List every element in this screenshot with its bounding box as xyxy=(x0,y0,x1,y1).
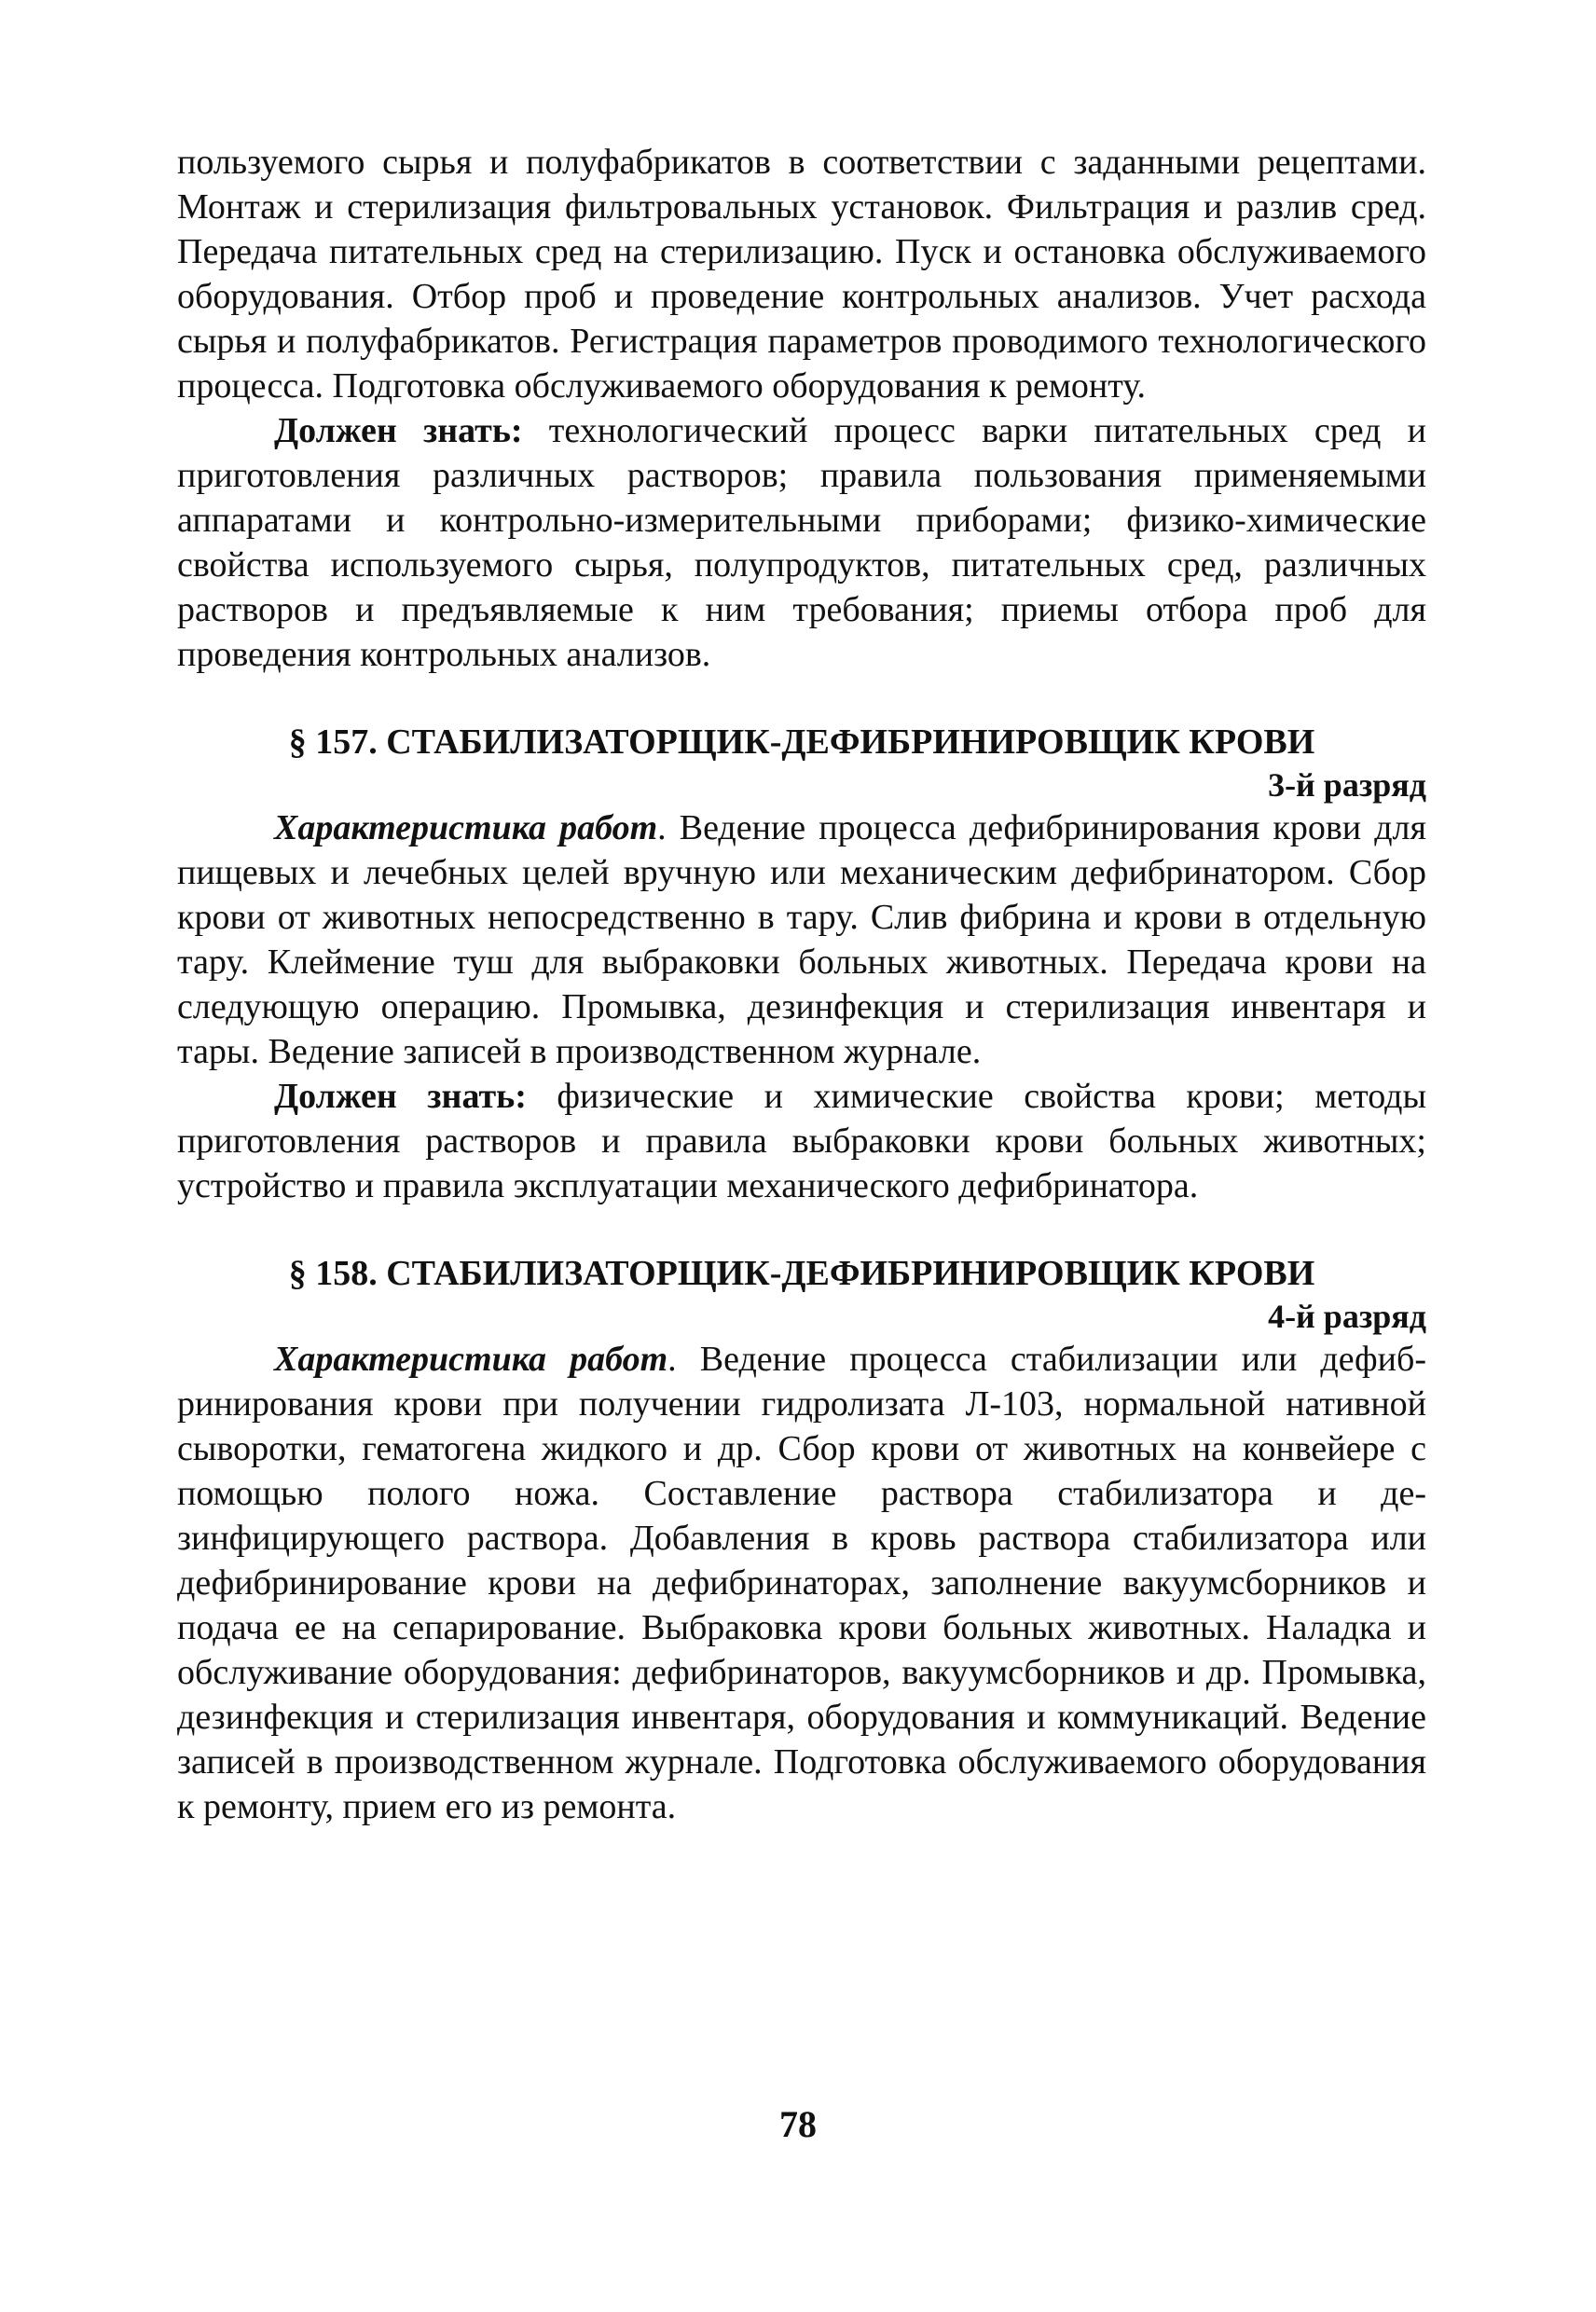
work-characteristics-text: . Ведение процесса дефибринирования крови для пищевых и лечебных целей вручную или механическим дефибринатором. Сбор крови от животных непосредственно в тару. Слив фибрина и крови в отдельную тару. Клеймение туш для выбраковки больных животных. Передача крови на следующую операцию. Промывка, дезинфекция и стерилизация инвентаря и тары. Ведение записей в производственном журнале. xyxy=(177,808,1426,1071)
intro-continued-text: пользуемого сырья и полуфабрикатов в соответствии с заданными рецептами. Монтаж и стерилизация фильтровальных установок. Фильтрация и разлив сред. Передача питательных сред на стерилизацию. Пуск и остановка обслуживаемого оборудования. Отбор проб и проведение контрольных анализов. Учет расхода сырья и полуфабрикатов. Регистрация параметров проводимого технологического процесса. Подготовка обслуживаемого оборудования к ремонту. xyxy=(177,143,1426,406)
section-158-work-paragraph xyxy=(177,1337,1426,1829)
must-know-text: технологический процесс варки питательных сред и приготовления различных растворов; правила пользования применяемыми аппаратами и контрольно-измерительными приборами; физико-химические свойства используемого сырья, полупродуктов, питательных сред, различных растворов и предъявляемые к ним требования; приемы отбора проб для проведения контрольных анализов. xyxy=(177,411,1426,674)
must-know-text: физические и химические свойства крови; методы приготовления растворов и правила выбраковки крови больных животных; устройство и правила эксплуатации механического дефибринатора. xyxy=(177,1077,1426,1205)
must-know-label: Должен знать: xyxy=(274,411,523,450)
page-number: 78 xyxy=(779,2103,817,2145)
section-158-grade: 4-й разряд xyxy=(1268,1298,1426,1335)
work-characteristics-label: Характеристика работ xyxy=(274,808,658,847)
work-characteristics-label: Характеристика работ xyxy=(274,1340,668,1379)
section-157-work-paragraph xyxy=(177,805,1426,1074)
intro-must-know-paragraph xyxy=(177,408,1426,677)
section-157-must-know-paragraph xyxy=(177,1074,1426,1208)
document-page xyxy=(177,140,1426,1829)
intro-continued-paragraph xyxy=(177,140,1426,408)
section-157-title: § 157. СТАБИЛИЗАТОРЩИК-ДЕФИБРИНИРОВЩИК КРОВИ xyxy=(288,722,1315,762)
must-know-label: Должен знать: xyxy=(274,1077,527,1116)
section-157-grade: 3-й разряд xyxy=(1268,766,1426,804)
work-characteristics-text: . Ведение процесса стабилизации или дефибринирования крови при получении гидролизата Л-103, нормальной нативной сыворотки, гематогена жидкого и др. Сбор крови от животных на конвейере с помощью полого ножа. Составление раствора стабилизатора и дезинфицирующего раствора. Добавления в кровь раствора стабилизатора или дефибринирование крови на дефибринаторах, заполнение вакуумсборников и подача ее на сепарирование. Выбраковка крови больных животных. Наладка и обслуживание оборудования: дефибринаторов, вакуумсборников и др. Промывка, дезинфекция и стерилизация инвентаря, оборудования и коммуникаций. Ведение записей в производственном журнале. Подготовка обслуживаемого оборудования к ремонту, прием его из ремонта. xyxy=(177,1340,1426,1826)
section-158-title: § 158. СТАБИЛИЗАТОРЩИК-ДЕФИБРИНИРОВЩИК КРОВИ xyxy=(288,1254,1315,1293)
